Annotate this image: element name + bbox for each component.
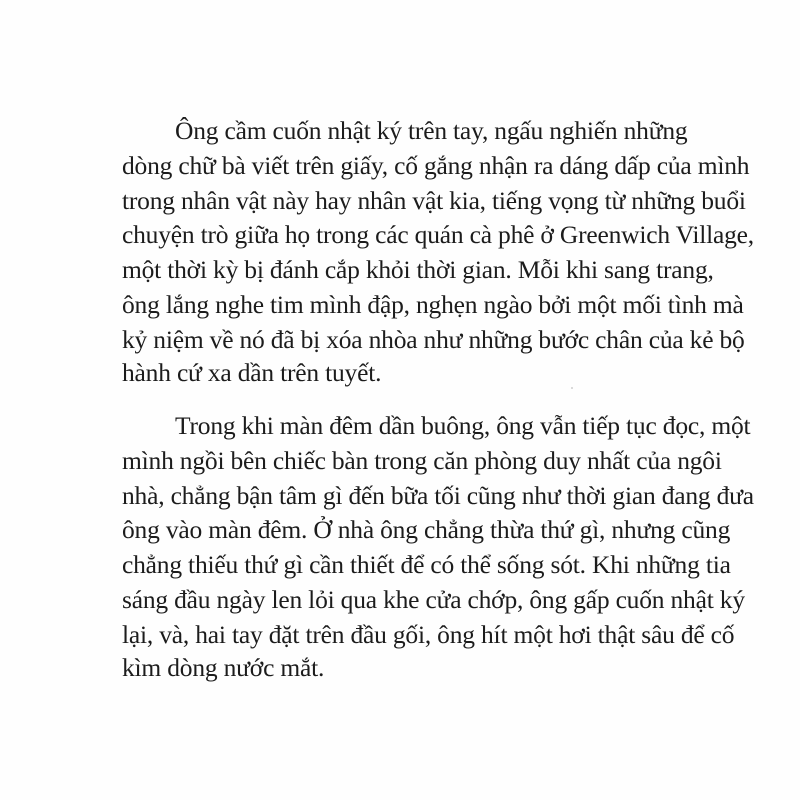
- paragraph-line: ông lắng nghe tim mình đập, nghẹn ngào bởi một mối tình mà: [122, 290, 744, 319]
- paragraph-line: hành cứ xa dần trên tuyết.: [122, 358, 382, 387]
- paragraph-line: Ông cầm cuốn nhật ký trên tay, ngấu nghiến những: [175, 116, 688, 145]
- paragraph-line: dòng chữ bà viết trên giấy, cố gắng nhận ra dáng dấp của mình: [122, 151, 750, 180]
- paragraph-line: kìm dòng nước mắt.: [122, 653, 325, 682]
- paragraph-line: ông vào màn đêm. Ở nhà ông chẳng thừa thứ gì, nhưng cũng: [122, 515, 731, 544]
- paragraph-line: chẳng thiếu thứ gì cần thiết để có thể sống sót. Khi những tia: [122, 550, 731, 579]
- paragraph-line: nhà, chẳng bận tâm gì đến bữa tối cũng như thời gian đang đưa: [122, 481, 754, 510]
- paragraph-line: trong nhân vật này hay nhân vật kia, tiếng vọng từ những buổi: [122, 186, 746, 215]
- paragraph-line: chuyện trò giữa họ trong các quán cà phê ở Greenwich Village,: [122, 220, 754, 249]
- paragraph-line: Trong khi màn đêm dần buông, ông vẫn tiếp tục đọc, một: [175, 411, 751, 440]
- paragraph-line: sáng đầu ngày len lỏi qua khe cửa chớp, ông gấp cuốn nhật ký: [122, 585, 745, 614]
- paragraph-line: kỷ niệm về nó đã bị xóa nhòa như những bước chân của kẻ bộ: [122, 325, 745, 354]
- paragraph-line: mình ngồi bên chiếc bàn trong căn phòng duy nhất của ngôi: [122, 446, 722, 475]
- paper-speck: [571, 387, 573, 389]
- paragraph-line: một thời kỳ bị đánh cắp khỏi thời gian. Mỗi khi sang trang,: [122, 255, 714, 284]
- paragraph-line: lại, và, hai tay đặt trên đầu gối, ông hít một hơi thật sâu để cố: [122, 620, 735, 649]
